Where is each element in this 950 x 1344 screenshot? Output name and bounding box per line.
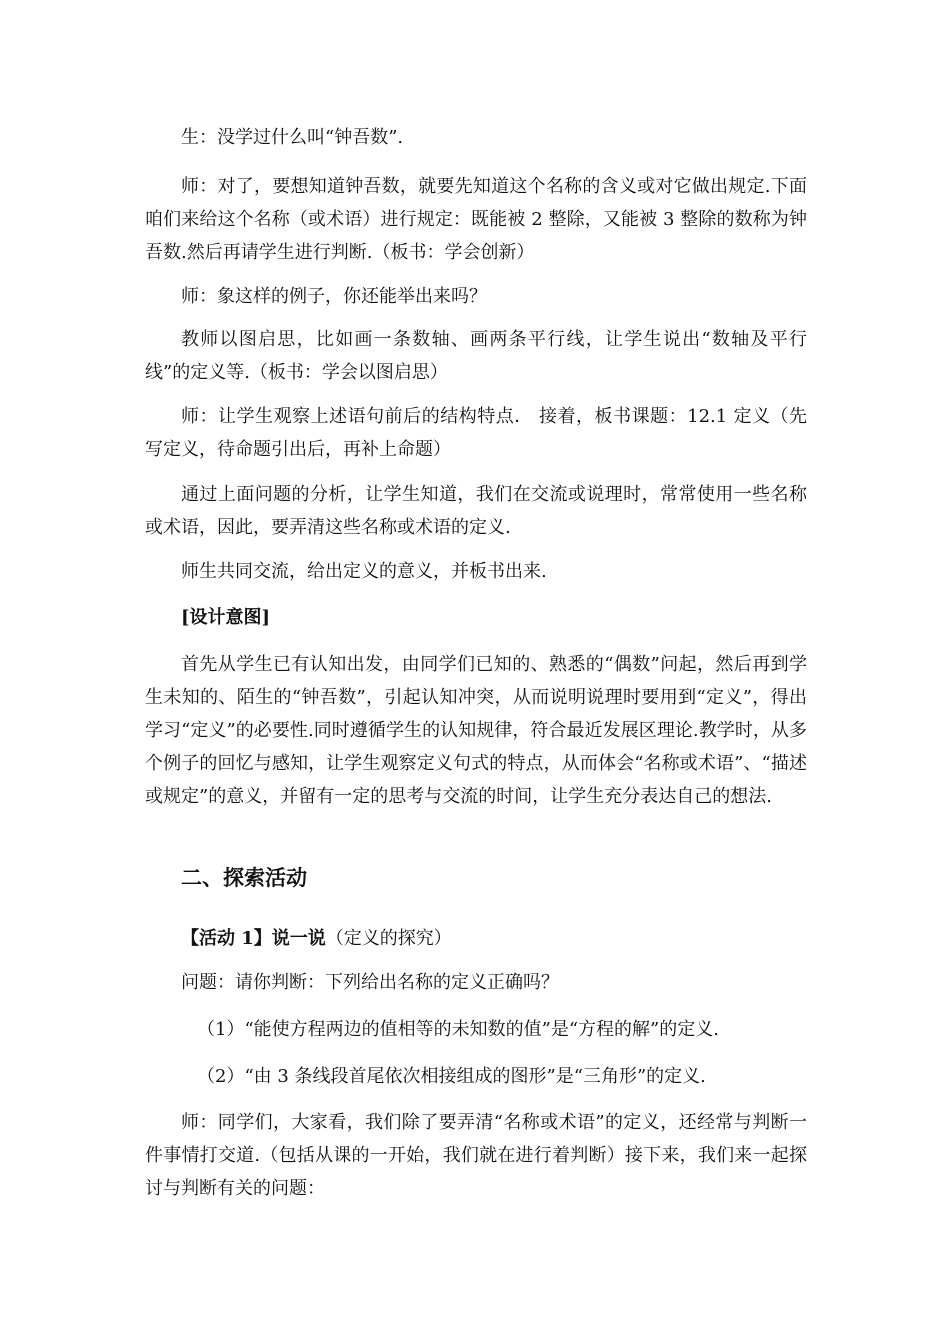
paragraph-teacher-examples: 师：象这样的例子，你还能举出来吗？ [181, 286, 487, 307]
activity-title: 【活动 1】说一说 [181, 928, 326, 949]
activity-title-line [145, 922, 807, 955]
activity-subtitle: （定义的探究） [325, 928, 452, 949]
design-intent-body: 首先从学生已有认知出发，由同学们已知的、熟悉的“偶数”问起，然后再到学生未知的、陌生的“钟吾数”，引起认知冲突，从而说明说理时要用到“定义”，得出学习“定义”的必要性.同时遵循学生的认知规律，符合最近发展区理论.教学时，从多个例子的回忆与感知，让学生观察定义句式的特点，从而体会“名称或术语”、“描述或规定”的意义，并留有一定的思考与交流的时间，让学生充分表达自己的想法. [145, 654, 807, 807]
list-item-2: （2）“由 3 条线段首尾依次相接组成的图形”是“三角形”的定义. [197, 1066, 706, 1087]
design-intent-title: [设计意图] [181, 607, 271, 628]
paragraph-analysis: 通过上面问题的分析，让学生知道，我们在交流或说理时，常常使用一些名称或术语，因此，要弄清这些名称或术语的定义. [145, 484, 807, 538]
list-item-1: （1）“能使方程两边的值相等的未知数的值”是“方程的解”的定义. [197, 1019, 719, 1040]
section-heading: 二、探索活动 [181, 866, 307, 890]
paragraph-teacher-structure: 师：让学生观察上述语句前后的结构特点． 接着，板书课题：12.1 定义（先写定义，待命题引出后，再补上命题） [145, 406, 807, 460]
paragraph-exchange: 师生共同交流，给出定义的意义，并板书出来. [181, 561, 547, 582]
paragraph-closing: 师：同学们，大家看，我们除了要弄清“名称或术语”的定义，还经常与判断一件事情打交道.（包括从课的一开始，我们就在进行着判断）接下来，我们来一起探讨与判断有关的问题： [145, 1112, 807, 1199]
paragraph-student-reply: 生：没学过什么叫“钟吾数”. [181, 127, 404, 148]
question-text: 问题：请你判断：下列给出名称的定义正确吗？ [181, 972, 559, 993]
paragraph-teacher-definition: 师：对了，要想知道钟吾数，就要先知道这个名称的含义或对它做出规定.下面咱们来给这个名称（或术语）进行规定：既能被 2 整除，又能被 3 整除的数称为钟吾数.然后再请学生进行判断.（板书：学会创新） [145, 176, 807, 263]
paragraph-teacher-figures: 教师以图启思，比如画一条数轴、画两条平行线，让学生说出“数轴及平行线”的定义等.（板书：学会以图启思） [145, 329, 807, 383]
